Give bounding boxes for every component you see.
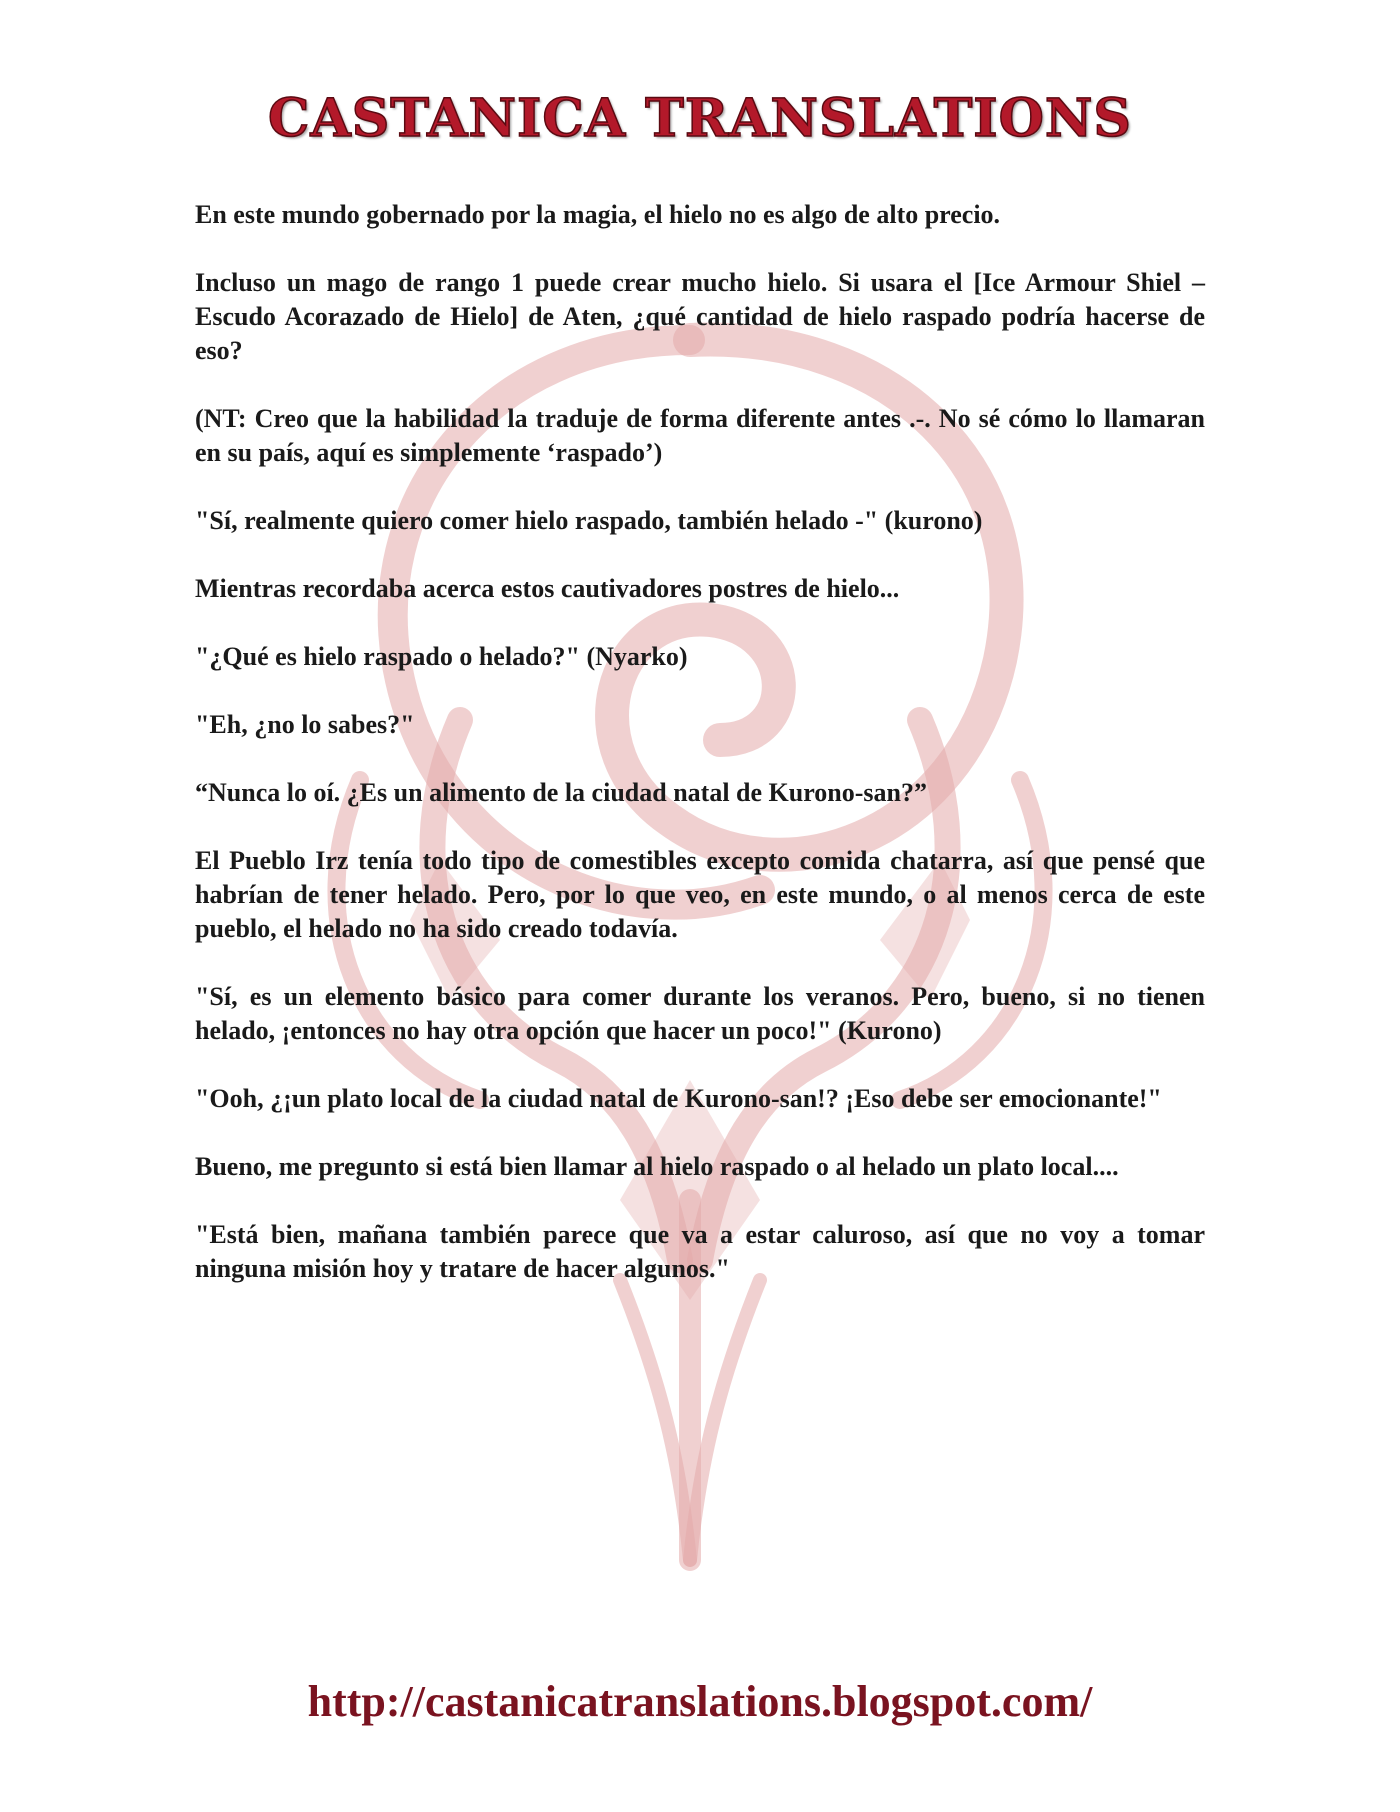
paragraph: El Pueblo Irz tenía todo tipo de comestibles excepto comida chatarra, así que pensé que habrían de tener helado. Pero, por lo que veo, en este mundo, o al menos cerca de este pueblo, el helado no ha sido creado todavía. [195, 846, 1205, 943]
paragraph: “Nunca lo oí. ¿Es un alimento de la ciudad natal de Kurono-san?” [195, 778, 927, 807]
paragraph: "Ooh, ¿¡un plato local de la ciudad natal de Kurono-san!? ¡Eso debe ser emocionante!" [195, 1084, 1162, 1113]
paragraph: Bueno, me pregunto si está bien llamar al hielo raspado o al helado un plato local.... [195, 1152, 1119, 1181]
page-title: CASTANICA TRANSLATIONS [268, 88, 1132, 149]
paragraph: Incluso un mago de rango 1 puede crear mucho hielo. Si usara el [Ice Armour Shiel – Escudo Acorazado de Hielo] de Aten, ¿qué cantidad de hielo raspado podría hacerse de eso? [195, 268, 1205, 365]
paragraph: Mientras recordaba acerca estos cautivadores postres de hielo... [195, 574, 900, 603]
document-body [195, 198, 1205, 1320]
paragraph: "Eh, ¿no lo sabes?" [195, 710, 415, 739]
paragraph: "Sí, es un elemento básico para comer durante los veranos. Pero, bueno, si no tienen helado, ¡entonces no hay otra opción que hacer un poco!" (Kurono) [195, 982, 1205, 1045]
paragraph: (NT: Creo que la habilidad la traduje de forma diferente antes .-. No sé cómo lo llamaran en su país, aquí es simplemente ‘raspado’) [195, 404, 1205, 467]
paragraph: "Está bien, mañana también parece que va a estar caluroso, así que no voy a tomar ninguna misión hoy y tratare de hacer algunos." [195, 1220, 1205, 1283]
paragraph: "Sí, realmente quiero comer hielo raspado, también helado -" (kurono) [195, 506, 983, 535]
blog-url-link[interactable]: http://castanicatranslations.blogspot.com/ [307, 1677, 1093, 1726]
paragraph: En este mundo gobernado por la magia, el hielo no es algo de alto precio. [195, 200, 1001, 229]
paragraph: "¿Qué es hielo raspado o helado?" (Nyarko) [195, 642, 688, 671]
